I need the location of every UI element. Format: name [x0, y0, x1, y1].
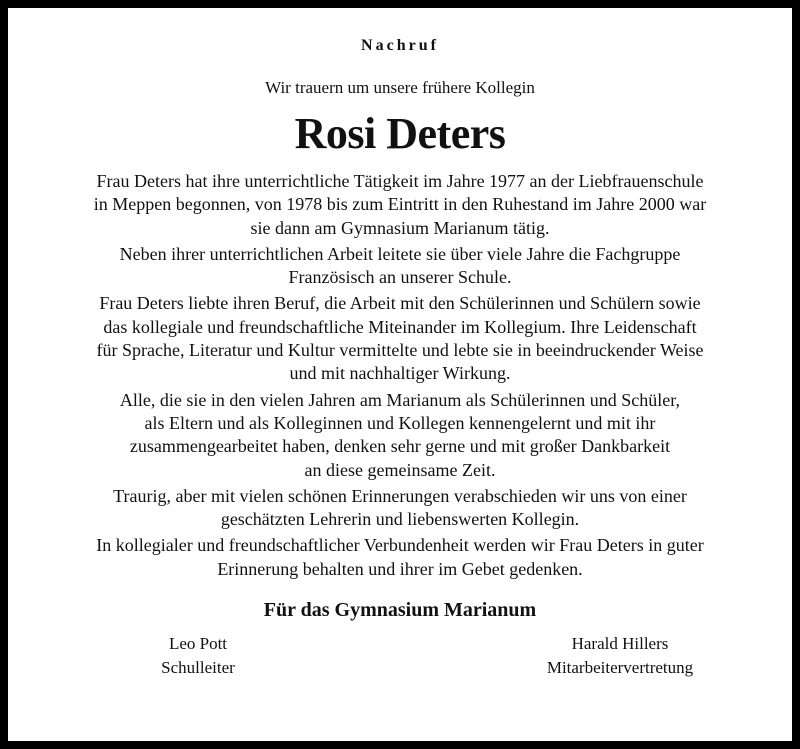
text-line: das kollegiale und freundschaftliche Miteinander im Kollegium. Ihre Leidenschaft [103, 316, 697, 337]
obituary-body [26, 170, 774, 581]
signatory-name: Leo Pott [168, 634, 228, 654]
text-line: Französisch an unserer Schule. [288, 267, 512, 288]
paragraph-remembrance [26, 534, 774, 581]
signatory-staff-council [520, 632, 720, 680]
paragraph-department [26, 243, 774, 290]
text-line: Alle, die sie in den vielen Jahren am Marianum als Schülerinnen und Schüler, [119, 389, 681, 410]
text-line: und mit nachhaltiger Wirkung. [289, 363, 511, 384]
text-line: als Eltern und als Kolleginnen und Kollegen kennengelernt und mit ihr [144, 412, 656, 433]
text-line: für Sprache, Literatur und Kultur vermittelte und lebte sie in beeindruckender Weise [96, 340, 704, 361]
deceased-name: Rosi Deters [294, 109, 506, 158]
signatory-role: Schulleiter [161, 658, 235, 678]
text-line: Frau Deters hat ihre unterrichtliche Tätigkeit im Jahre 1977 an der Liebfrauenschule [96, 171, 704, 191]
text-line: an diese gemeinsame Zeit. [304, 459, 496, 480]
signatory-name: Harald Hillers [571, 634, 669, 654]
signatory-role: Mitarbeitervertretung [546, 658, 694, 678]
signatory-principal [118, 632, 278, 680]
text-line: In kollegialer und freundschaftlicher Verbundenheit werden wir Frau Deters in guter [96, 535, 704, 556]
text-line: geschätzten Lehrerin und liebenswerten Kollegin. [220, 509, 580, 530]
paragraph-passion [26, 292, 774, 385]
text-line: zusammengearbeitet haben, denken sehr gerne und mit großer Dankbarkeit [129, 436, 671, 457]
paragraph-career [26, 170, 774, 240]
signatures [26, 632, 774, 692]
text-line: Neben ihrer unterrichtlichen Arbeit leitete sie über viele Jahre die Fachgruppe [119, 243, 681, 264]
notice-heading: Nachruf [361, 37, 439, 54]
text-line: sie dann am Gymnasium Marianum tätig. [250, 217, 550, 238]
text-line: Frau Deters liebte ihren Beruf, die Arbeit mit den Schülerinnen und Schülern sowie [99, 293, 701, 314]
text-line: Erinnerung behalten und ihrer im Gebet gedenken. [217, 558, 583, 579]
closing-line: Für das Gymnasium Marianum [263, 599, 537, 622]
obituary-notice [8, 8, 792, 741]
intro-line: Wir trauern um unsere frühere Kollegin [265, 78, 535, 97]
text-line: Traurig, aber mit vielen schönen Erinnerungen verabschieden wir uns von einer [113, 485, 687, 506]
text-line: in Meppen begonnen, von 1978 bis zum Eintritt in den Ruhestand im Jahre 2000 war [93, 194, 707, 215]
paragraph-farewell [26, 485, 774, 532]
paragraph-gratitude [26, 389, 774, 482]
